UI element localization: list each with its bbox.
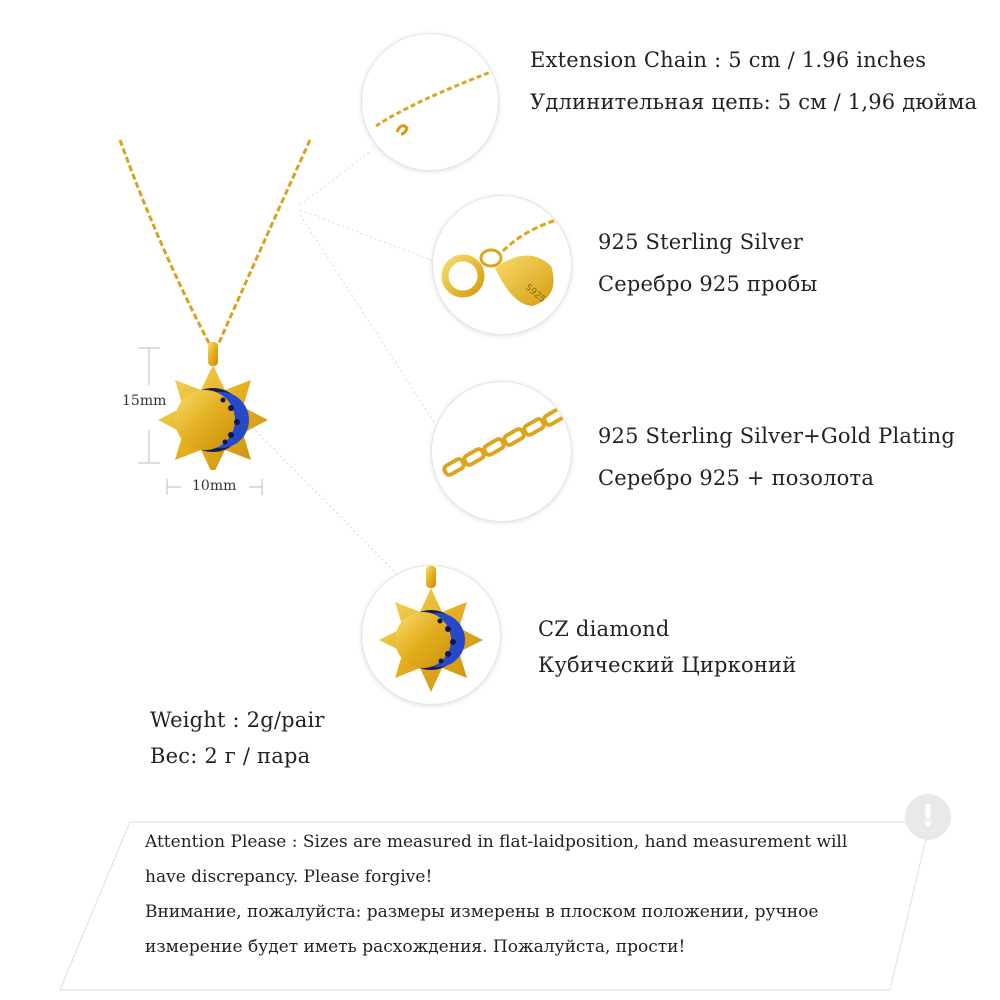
cz-diamond-ru: Кубический Цирконий (538, 653, 797, 677)
sterling-silver-ru: Серебро 925 пробы (598, 272, 818, 296)
notice-line-1: Attention Please : Sizes are measured in flat-laidposition, hand measurement will (145, 832, 848, 852)
width-label: 10mm (192, 478, 237, 494)
height-label: 15mm (122, 393, 167, 409)
cz-diamond-en: CZ diamond (538, 617, 670, 641)
notice-line-3: Внимание, пожалуйста: размеры измерены в плоском положении, ручное (145, 902, 819, 922)
extension-chain-ru: Удлинительная цепь: 5 см / 1,96 дюйма (530, 90, 978, 114)
weight-en: Weight : 2g/pair (150, 708, 325, 732)
weight-ru: Вес: 2 г / пара (150, 744, 311, 768)
extension-chain-en: Extension Chain : 5 cm / 1.96 inches (530, 48, 927, 72)
tag-stamp: S925 (523, 282, 548, 306)
notice-line-4: измерение будет иметь расхождения. Пожалуйста, прости! (145, 937, 686, 957)
gold-plating-ru: Серебро 925 + позолота (598, 466, 875, 490)
exclamation-icon: ! (905, 794, 951, 840)
gold-plating-en: 925 Sterling Silver+Gold Plating (598, 424, 956, 448)
sterling-silver-en: 925 Sterling Silver (598, 230, 804, 254)
notice-line-2: have discrepancy. Please forgive! (145, 867, 433, 887)
